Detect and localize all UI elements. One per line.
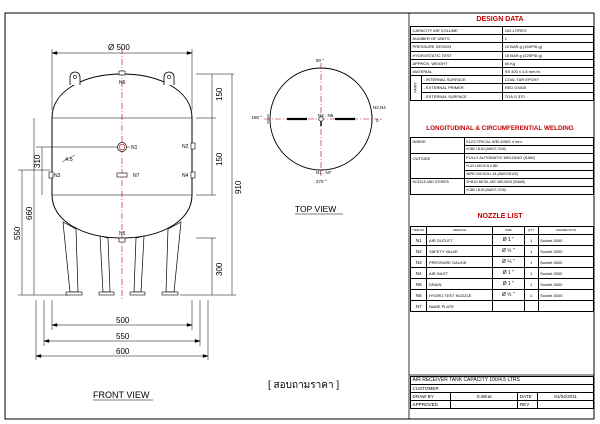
lifting-lug-left (70, 72, 80, 85)
welding-label: NOZZLE AND OTHERS (411, 178, 465, 186)
design-label: CAPACITY AIR VOLUME (411, 27, 503, 35)
nozzle-n1-outlet (118, 143, 127, 152)
welding-label (411, 187, 465, 195)
nozzle-n6-top (119, 71, 125, 75)
nozzle-row (411, 235, 594, 246)
nozzle-header-qty: Q'TY (524, 227, 538, 235)
nozzle-label-n4: N4 (182, 173, 189, 179)
design-row (411, 51, 594, 59)
angle-label-90: 90 ° (316, 58, 325, 63)
welding-row (411, 138, 594, 146)
nozzle-n2 (191, 143, 195, 149)
nozzle-list-title: NOZZLE LIST (477, 213, 523, 220)
angle-label-270: 270 ° (316, 179, 327, 184)
nozzle-item: N2 (411, 246, 427, 257)
design-label: NUMBER OF UNITS (411, 35, 503, 43)
nozzle-row (411, 290, 594, 301)
nozzle-qty: 1 (524, 268, 538, 279)
design-value: 100 LITRES (503, 27, 594, 35)
nozzle-service: SAFETY VALVE (427, 246, 493, 257)
welding-label: INSIDE (411, 138, 465, 146)
design-row (411, 43, 594, 51)
nozzle-qty: 1 (524, 246, 538, 257)
draw-by-value: S.Wirat (450, 393, 517, 401)
design-value: SS 400 x 4.5 mm.th. (503, 67, 594, 75)
front-view (13, 43, 243, 360)
nozzle-row (411, 257, 594, 268)
nozzle-row (411, 246, 594, 257)
date-label: DATE (518, 393, 538, 401)
welding-row (411, 178, 594, 186)
nozzle-size: Ø 1 " (493, 268, 525, 279)
design-row (411, 59, 594, 67)
design-row (411, 67, 594, 75)
welding-label (411, 162, 465, 170)
nozzle-item: N3 (411, 257, 427, 268)
nozzle-row (411, 301, 594, 312)
nozzle-connection: Socket 3000 (538, 279, 593, 290)
nozzle-qty: 1 (524, 279, 538, 290)
nozzle-service: DRAIN (427, 279, 493, 290)
nozzle-label-n3: N3 (54, 173, 61, 179)
dim-label-910: 910 (234, 180, 243, 194)
welding-value: SHIELD METAL ARC WELDING (SMAW) (464, 178, 593, 186)
angle-label-180: 180 ° (251, 115, 262, 120)
welding-row (411, 162, 594, 170)
nozzle-item: N4 (411, 268, 427, 279)
paint-value: COAL TAR EPOXY (503, 76, 594, 84)
design-data-title: DESIGN DATA (476, 16, 524, 23)
nozzle-item: N6 (411, 290, 427, 301)
design-row (411, 27, 594, 35)
top-view-title: TOP VIEW (295, 204, 337, 214)
dim-label-150-top: 150 (215, 87, 224, 101)
nozzle-label-n5: N5 (119, 231, 126, 237)
paint-row (411, 76, 594, 84)
nozzle-label-n1: N1 (131, 145, 138, 151)
nozzle-service: NAME PLATE (427, 301, 493, 312)
welding-title: LONGITUDINAL & CIRCUMFERENTIAL WELDING (426, 125, 574, 132)
nozzle-service: PRESSURE GAUGE (427, 257, 493, 268)
welding-label (411, 170, 465, 178)
dim-label-310: 310 (33, 154, 42, 168)
top-view (251, 58, 386, 184)
nozzle-size: Ø ½ " (493, 246, 525, 257)
nozzle-header-service: SERVICE (427, 227, 493, 235)
welding-value: KOBE LB-52 (AWS E-7016) (464, 187, 593, 195)
welding-row (411, 154, 594, 162)
design-label: MATERIAL (411, 67, 503, 75)
design-value: 1 (503, 35, 594, 43)
paint-label: - INTERNAL SURFACE (422, 76, 503, 84)
dim-label-660: 660 (25, 206, 34, 220)
nozzle-service: AIR INLET (427, 268, 493, 279)
nozzle-connection: Socket 3000 (538, 257, 593, 268)
nozzle-header-row (411, 227, 594, 235)
nozzle-size (493, 301, 525, 312)
draw-by-label: DRAW BY (411, 393, 451, 401)
front-view-title: FRONT VIEW (93, 390, 150, 400)
paint-value: RED OXIDE (503, 84, 594, 92)
welding-label (411, 146, 465, 154)
nozzle-size: Ø 1 " (493, 235, 525, 246)
nozzle-connection (538, 301, 593, 312)
welding-value: ELECTRICAL WELDING 4 mm. (464, 138, 593, 146)
nozzle-n5-drain (119, 238, 125, 242)
dim-label-150-mid: 150 (215, 152, 224, 166)
nozzle-n4 (191, 172, 195, 178)
title-block-approved-row (411, 401, 594, 409)
nozzle-qty: 1 (524, 290, 538, 301)
design-value: 10 BAR.g (150PSI.g) (503, 43, 594, 51)
nozzle-connection: Socket 3000 (538, 290, 593, 301)
rev-label: REV (518, 401, 538, 409)
nozzle-qty: 1 (524, 235, 538, 246)
nozzle-header-item: ITEM NO. (411, 227, 427, 235)
welding-value: WIRE LINCOLN L-61 (AWS EM12K) (464, 170, 593, 178)
nozzle-item: N5 (411, 279, 427, 290)
design-data-table (410, 26, 594, 101)
welding-table (410, 137, 594, 195)
nozzle-service: HYDRO TEST NOZZLE (427, 290, 493, 301)
title-block-title: AIR RECEIVER TANK CAPACITY 100/4.5 LTRS (411, 377, 594, 385)
dim-label-4-5: 4.5 (65, 157, 73, 163)
welding-row (411, 170, 594, 178)
nozzle-item: N1 (411, 235, 427, 246)
nozzle-label-n6: N6 (119, 80, 126, 86)
customer-label: CUSTOMER (411, 385, 594, 393)
rev-value (538, 401, 594, 409)
dim-label-500-bottom: 500 (116, 316, 130, 325)
title-block-draw-row (411, 393, 594, 401)
welding-value: FULLY AUTOMATIC WELDING (SAW) (464, 154, 593, 162)
paint-label: - EXTERNAL PRIMER (422, 84, 503, 92)
design-value: 60 Kg (503, 59, 594, 67)
dim-label-600-bottom: 600 (116, 347, 130, 356)
nozzle-label-n2: N2 (182, 144, 189, 150)
design-row (411, 35, 594, 43)
nozzle-list-table (410, 226, 594, 312)
nozzle-size: Ø ½ " (493, 290, 525, 301)
nozzle-service: AIR OUTLET (427, 235, 493, 246)
welding-value: KOBE LB-52 (AWS E-7016) (464, 146, 593, 154)
lifting-lug-right (164, 72, 174, 85)
design-label: HYDROSTATIC TEST (411, 51, 503, 59)
welding-label: OUTSIDE (411, 154, 465, 162)
nozzle-connection: Socket 3000 (538, 268, 593, 279)
approved-label: APPROVED (411, 401, 451, 409)
nozzle-qty: 1 (524, 257, 538, 268)
nozzle-item: N7 (411, 301, 427, 312)
top-label-n1-n7: N1 , N7 (316, 170, 332, 175)
nozzle-connection: Socket 3000 (538, 235, 593, 246)
paint-label: - EXTERNAL SURFACE (422, 92, 503, 100)
date-value: 01/04/2011 (538, 393, 594, 401)
dim-label-500-top: Ø 500 (108, 43, 130, 52)
nozzle-row (411, 279, 594, 290)
paint-value: TOA G 370 (503, 92, 594, 100)
title-block-title-row (411, 377, 594, 385)
top-label-n3-n6: N3 , N6 (318, 113, 334, 118)
top-label-n2-n4: N2,N4 (373, 105, 386, 110)
paint-group-label (411, 76, 422, 101)
design-label: APPROX. WEIGHT (411, 59, 503, 67)
footer-price-label: [ สอบถามราคา ] (268, 380, 340, 391)
paint-label-text: PAINT (413, 82, 418, 93)
nozzle-size: Ø 1 " (493, 279, 525, 290)
dim-label-300: 300 (215, 262, 224, 276)
title-block-customer-row (411, 385, 594, 393)
paint-row (411, 84, 594, 92)
design-value: 15 BAR.g (225PSI.g) (503, 51, 594, 59)
nozzle-n7-nameplate (117, 173, 127, 177)
nozzle-qty (524, 301, 538, 312)
nozzle-header-connection: CONNECTION (538, 227, 593, 235)
title-block-table (410, 376, 594, 409)
dim-label-550-bottom: 550 (116, 332, 130, 341)
nozzle-label-n7: N7 (133, 173, 140, 179)
nozzle-n3 (49, 172, 53, 178)
nozzle-size: Ø ¼ " (493, 257, 525, 268)
design-label: PRESSURE DESIGN (411, 43, 503, 51)
welding-row (411, 187, 594, 195)
welding-value: FLUX LINCOLN # 860 (464, 162, 593, 170)
welding-row (411, 146, 594, 154)
nozzle-connection: Socket 3000 (538, 246, 593, 257)
dim-label-550-v: 550 (13, 226, 22, 240)
paint-row (411, 92, 594, 100)
nozzle-row (411, 268, 594, 279)
angle-label-0: 0 ° (376, 118, 382, 123)
approved-value (450, 401, 517, 409)
nozzle-header-size: SIZE (493, 227, 525, 235)
